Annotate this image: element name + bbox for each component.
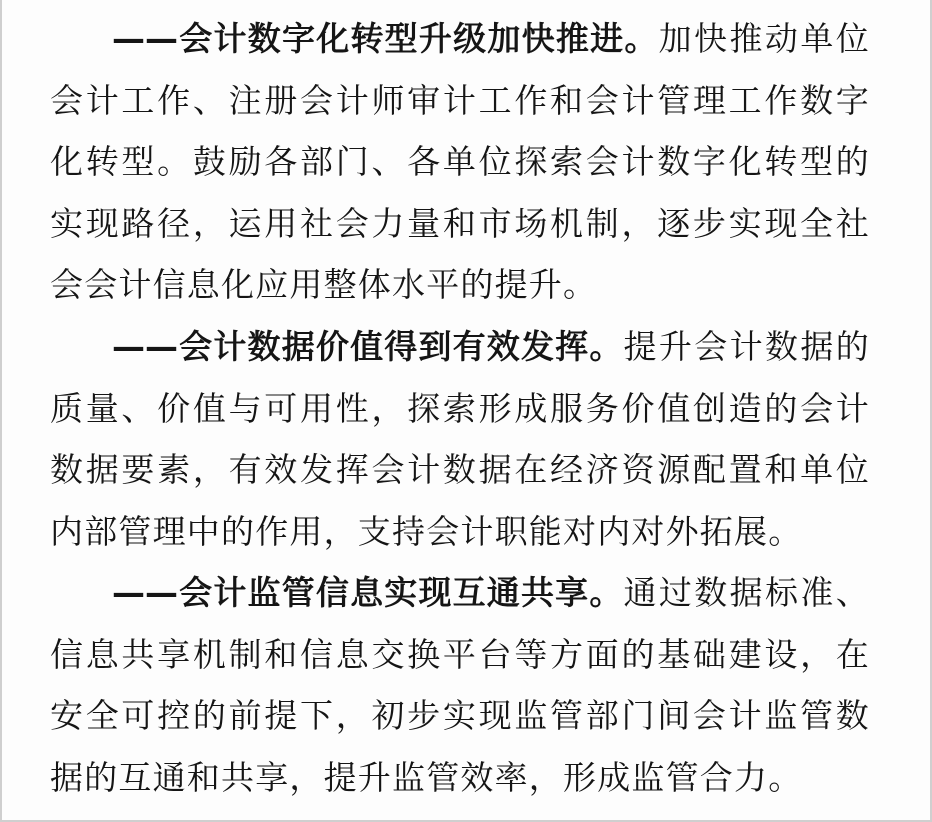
paragraph-body: 提升会计数据的质量、价值与可用性，探索形成服务价值创造的会计数据要素，有效发挥会计数据在经济资源配置和单位内部管理中的作用，支持会计职能对内对外拓展。 bbox=[50, 327, 870, 551]
paragraph-data-value bbox=[50, 316, 870, 562]
paragraph-heading: ——会计数据价值得到有效发挥。 bbox=[112, 327, 624, 366]
paragraph-body: 加快推动单位会计工作、注册会计师审计工作和会计管理工作数字化转型。鼓励各部门、各单位探索会计数字化转型的实现路径，运用社会力量和市场机制，逐步实现全社会会计信息化应用整体水平的提升。 bbox=[50, 19, 871, 304]
page-border-left bbox=[0, 0, 2, 822]
paragraph-regulatory-sharing bbox=[50, 562, 870, 808]
paragraph-heading: ——会计数字化转型升级加快推进。 bbox=[112, 19, 659, 58]
paragraph-body: 通过数据标准、信息共享机制和信息交换平台等方面的基础建设，在安全可控的前提下，初步实现监管部门间会计监管数据的互通和共享，提升监管效率，形成监管合力。 bbox=[50, 573, 870, 797]
paragraph-heading: ——会计监管信息实现互通共享。 bbox=[112, 573, 624, 612]
paragraph-digital-transformation bbox=[50, 8, 870, 316]
